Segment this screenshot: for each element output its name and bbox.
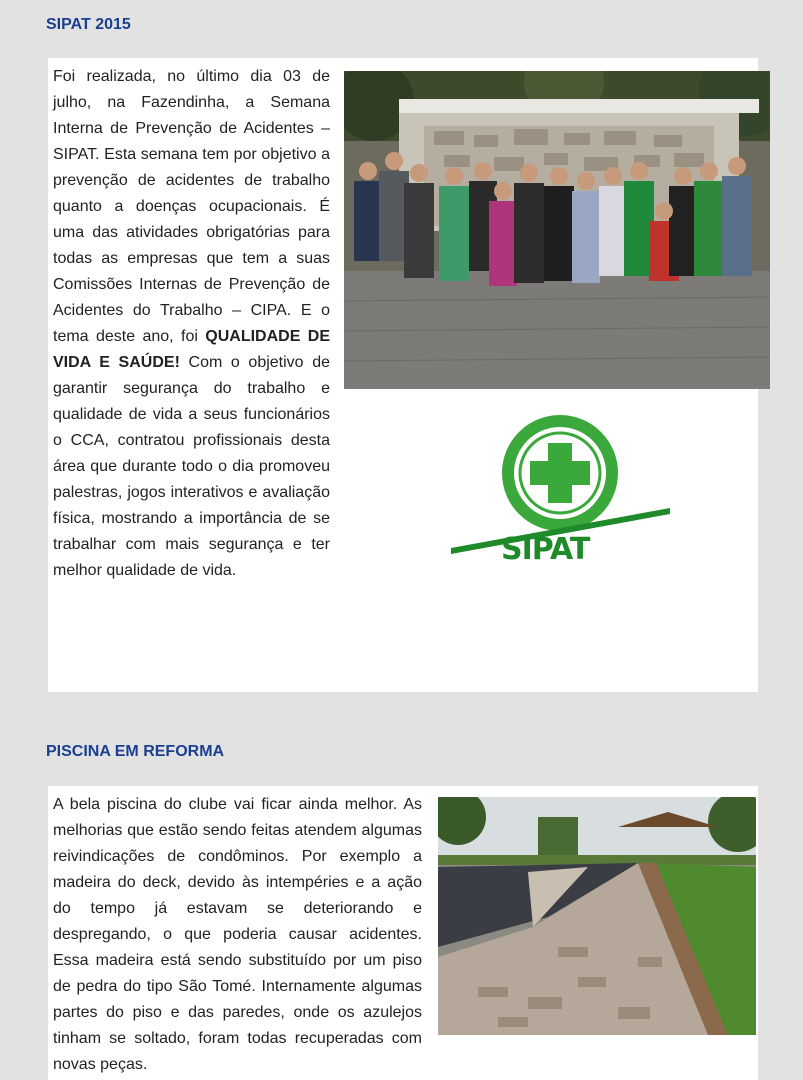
article-body-sipat — [53, 64, 756, 600]
sipat-wordmark: SIPAT — [501, 532, 590, 567]
theme-highlight: QUALIDADE DE VIDA E SAÚDE — [53, 328, 330, 371]
pool-photo — [438, 797, 756, 1035]
article-card-sipat — [48, 58, 758, 692]
group-photo-illustration — [344, 71, 770, 389]
article-paragraph-piscina: A bela piscina do clube vai ficar ainda melhor. As melhorias que estão sendo feitas atendem algumas reivindicações de condôminos. Por exemplo a madeira do deck, devido às intempéries e a ação do tempo já estavam se deteriorando e despregando, o que poderia causar acidentes. Essa madeira está sendo substituído por um piso de pedra do tipo São Tomé. Internamente algumas partes do piso e das paredes, onde os azulejos tinham se soltado, foram todas recuperadas com novas peças. — [53, 796, 422, 1073]
image-column — [344, 64, 756, 600]
theme-exclamation: ! — [174, 354, 180, 371]
group-photo — [344, 71, 770, 389]
paragraph-text-end: Com o objetivo de garantir segurança do trabalho e qualidade de vida a seus funcionários o CCA, contratou profissionais desta área que durante todo o dia promoveu palestras, jogos interativos e avaliação física, mostrando a importância de se trabalhar com mais segurança e ter melhor qualidade de vida. — [53, 354, 331, 579]
section-title-piscina: PISCINA EM REFORMA — [46, 743, 225, 760]
article-card-piscina — [48, 786, 758, 1080]
pool-photo-illustration — [438, 797, 756, 1035]
paragraph-text-start: Foi realizada, no último dia 03 de julho, na Fazendinha, a Semana Interna de Prevenção de Acidentes – SIPAT. Esta semana tem por objetivo a prevenção de acidentes de trabalho quanto a doenças ocupacionais. É uma das atividades obrigatórias para todas as empresas que tem a suas Comissões Internas de Prevenção de Acidentes do Trabalho – CIPA. E o tema deste ano, foi — [53, 68, 330, 345]
sipat-logo — [451, 408, 670, 573]
article-body-piscina — [53, 792, 756, 1078]
section-title-sipat: SIPAT 2015 — [46, 16, 131, 33]
image-column-pool — [436, 792, 756, 1037]
